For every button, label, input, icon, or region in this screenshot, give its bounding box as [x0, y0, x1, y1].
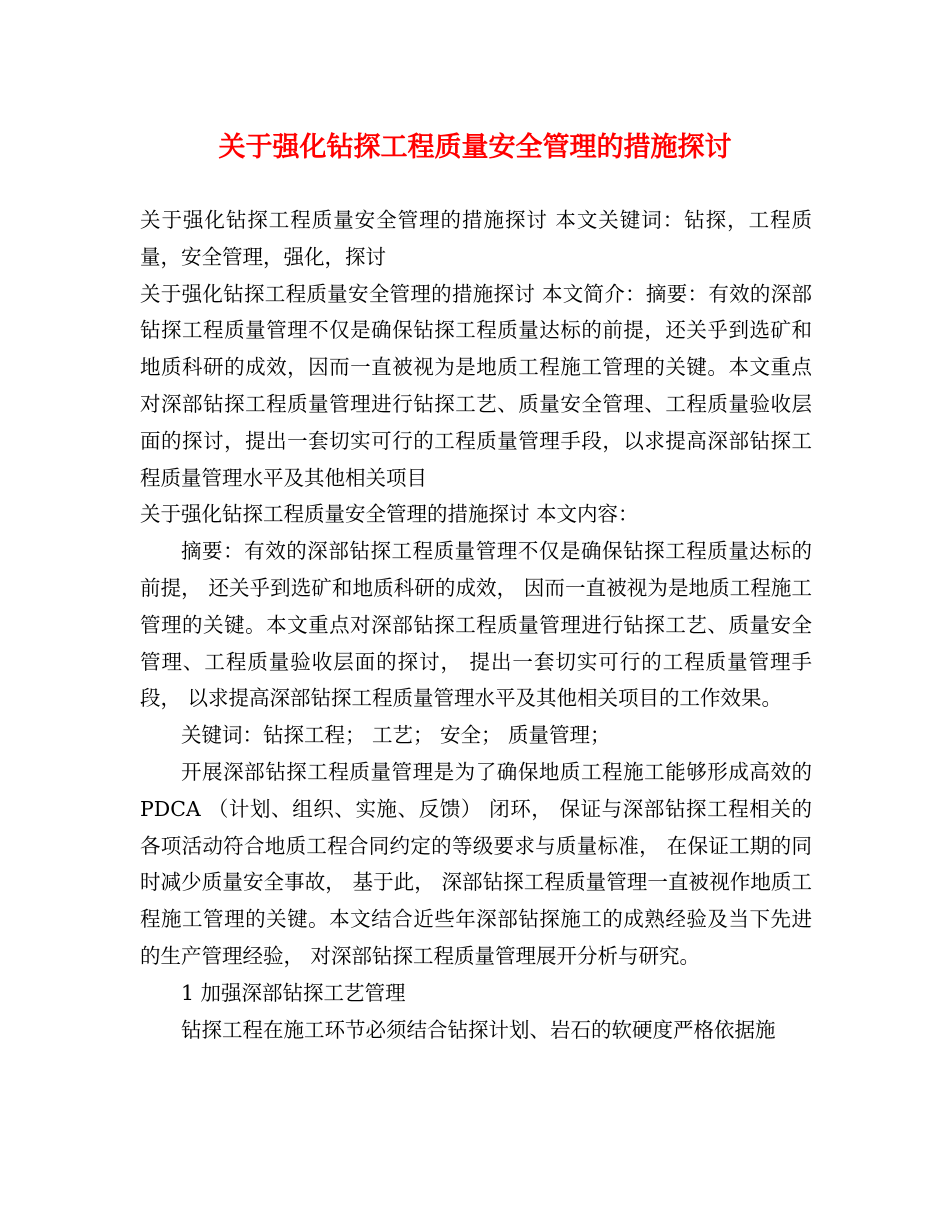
paragraph-introduction: 开展深部钻探工程质量管理是为了确保地质工程施工能够形成高效的PDCA （计划、组织、实施、反馈） 闭环， 保证与深部钻探工程相关的各项活动符合地质工程合同约定的等级要求与质量标准， 在保证工期的同时减少质量安全事故， 基于此， 深部钻探工程质量管理一直被视作地质工程施工管理的关键。本文结合近些年深部钻探施工的成熟经验及当下先进的生产管理经验， 对深部钻探工程质量管理展开分析与研究。 — [140, 759, 812, 968]
paragraph-keywords-summary: 关于强化钻探工程质量安全管理的措施探讨 本文关键词：钻探，工程质量，安全管理，强化，探讨 — [140, 208, 812, 269]
paragraph-abstract-summary: 关于强化钻探工程质量安全管理的措施探讨 本文简介：摘要：有效的深部钻探工程质量管理不仅是确保钻探工程质量达标的前提，还关乎到选矿和地质科研的成效，因而一直被视为是地质工程施工管理的关键。本文重点对深部钻探工程质量管理进行钻探工艺、质量安全管理、工程质量验收层面的探讨，提出一套切实可行的工程质量管理手段，以求提高深部钻探工程质量管理水平及其他相关项目 — [140, 281, 812, 490]
document-title: 关于强化钻探工程质量安全管理的措施探讨 — [218, 132, 732, 163]
document-body — [140, 202, 812, 1048]
paragraph-content-heading: 关于强化钻探工程质量安全管理的措施探讨 本文内容： — [140, 502, 639, 527]
paragraph-abstract: 摘要：有效的深部钻探工程质量管理不仅是确保钻探工程质量达标的前提， 还关乎到选矿和地质科研的成效， 因而一直被视为是地质工程施工管理的关键。本文重点对深部钻探工程质量管理进行钻探工艺、质量安全管理、工程质量验收层面的探讨， 提出一套切实可行的工程质量管理手段， 以求提高深部钻探工程质量管理水平及其他相关项目的工作效果。 — [140, 539, 812, 711]
section-heading-1: 1 加强深部钻探工艺管理 — [181, 980, 406, 1005]
paragraph-keywords: 关键词：钻探工程； 工艺； 安全； 质量管理； — [181, 723, 611, 748]
paragraph-section-1: 钻探工程在施工环节必须结合钻探计划、岩石的软硬度严格依据施 — [181, 1017, 776, 1042]
